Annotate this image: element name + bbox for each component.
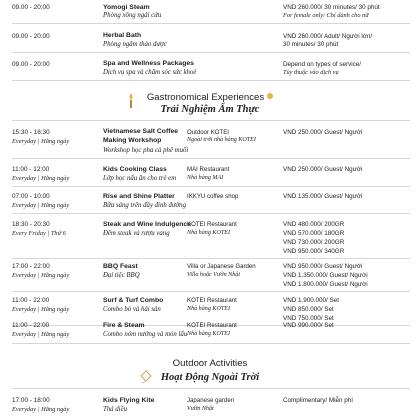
row-price: VND 990.000/ Set bbox=[283, 322, 334, 329]
section-title-outdoor: Outdoor Activities bbox=[172, 358, 248, 369]
row-location-vi: Nhà hàng MAI bbox=[187, 175, 224, 181]
row-price: Complimentary/ Miễn phí bbox=[283, 397, 353, 404]
row-day: Everyday | Hằng ngày bbox=[12, 202, 70, 209]
row-price: VND 260.000/ 30 minutes/ 30 phút bbox=[283, 4, 380, 11]
row-location-vi: Villa hoặc Vườn Nhật bbox=[187, 272, 241, 278]
row-price: VND 1.800.000/ Guest/ Người bbox=[283, 281, 368, 288]
section-title-gastronomy bbox=[0, 92, 420, 103]
row-time: 17:00 - 18:00 bbox=[12, 397, 50, 404]
row-divider bbox=[12, 158, 410, 159]
row-price: VND 950.000/ Guest/ Người bbox=[283, 263, 363, 270]
row-activity-name: Herbal Bath bbox=[103, 32, 142, 39]
row-day: Everyday | Hằng ngày bbox=[12, 306, 70, 313]
row-divider bbox=[12, 23, 410, 24]
row-activity-name: Making Workshop bbox=[103, 137, 162, 144]
row-time: 18:30 - 20:30 bbox=[12, 221, 50, 228]
row-divider bbox=[12, 258, 410, 259]
row-location: Villa or Japanese Garden bbox=[187, 263, 256, 270]
section-title-text: Gastronomical Experiences bbox=[146, 92, 265, 103]
row-time: 17:00 - 22:00 bbox=[12, 263, 50, 270]
gold-dot-icon bbox=[267, 93, 273, 99]
row-activity-name-vi: Đêm steak và rượu vang bbox=[103, 230, 170, 237]
row-price: VND 1.350.000/ Guest/ Người bbox=[283, 272, 368, 279]
row-activity-name: BBQ Feast bbox=[103, 263, 138, 270]
row-day: Everyday | Hằng ngày bbox=[12, 175, 70, 182]
row-activity-name: Spa and Wellness Packages bbox=[103, 60, 194, 67]
row-time: 09.00 - 20:00 bbox=[12, 33, 50, 40]
row-activity-name-vi: Thả diều bbox=[103, 406, 127, 413]
row-time: 07:00 - 10:00 bbox=[12, 193, 50, 200]
row-price: VND 850.000/ Set bbox=[283, 306, 334, 313]
row-location-vi: Ngoài trời nhà hàng KOTEI bbox=[187, 137, 256, 143]
section-divider bbox=[12, 343, 410, 344]
row-location: IKKYU coffee shop bbox=[187, 193, 239, 200]
section-divider bbox=[12, 388, 410, 389]
row-location-vi: Nhà hàng KOTEI bbox=[187, 306, 230, 312]
row-divider bbox=[12, 52, 410, 53]
row-location: KOTEI Restaurant bbox=[187, 297, 237, 304]
row-activity-name-vi: Combo bò và hải sản bbox=[103, 306, 161, 313]
row-price: Depend on types of service/ bbox=[283, 61, 362, 68]
row-divider bbox=[12, 291, 410, 292]
row-time: 11:00 - 22:00 bbox=[12, 322, 50, 329]
row-price: VND 250.000/ Guest/ Người bbox=[283, 166, 363, 173]
row-activity-name-vi: Workshop học pha cà phê muối bbox=[103, 147, 189, 154]
row-activity-name: Surf & Turf Combo bbox=[103, 297, 164, 304]
row-price: 30 minutes/ 30 phút bbox=[283, 41, 339, 48]
row-price: VND 1.900.000/ Set bbox=[283, 297, 340, 304]
row-location: Japanese garden bbox=[187, 397, 235, 404]
row-price: VND 480.000/ 200GR bbox=[283, 221, 345, 228]
row-day: Every Friday | Thứ 6 bbox=[12, 230, 66, 237]
row-location-vi: Nhà hàng KOTEI bbox=[187, 230, 230, 236]
section-subtitle-gastronomy: Trải Nghiệm Ẩm Thực bbox=[160, 104, 260, 115]
row-location-vi: Nhà hàng KOTEI bbox=[187, 331, 230, 337]
row-day: Everyday | Hằng ngày bbox=[12, 138, 70, 145]
section-divider bbox=[12, 120, 410, 121]
row-divider bbox=[12, 186, 410, 187]
row-activity-name: Yomogi Steam bbox=[103, 4, 150, 11]
row-price: VND 570.000/ 180GR bbox=[283, 230, 345, 237]
row-time: 15:30 - 16:30 bbox=[12, 129, 50, 136]
row-activity-name-vi: Phòng ngâm thảo dược bbox=[103, 41, 167, 48]
row-activity-name-vi: Combo nóm nướng và món lẩu bbox=[103, 331, 188, 338]
row-location: Outdoor KOTEI bbox=[187, 129, 229, 136]
row-price: VND 250.000/ Guest/ Người bbox=[283, 129, 363, 136]
section-subtitle-outdoor: Hoạt Động Ngoài Trời bbox=[160, 372, 260, 383]
row-activity-name-vi: Lớp học nấu ăn cho trẻ em bbox=[103, 175, 177, 182]
row-price: VND 260.000/ Adult/ Người lớn/ bbox=[283, 33, 373, 40]
row-activity-name-vi: Đại tiệc BBQ bbox=[103, 272, 140, 279]
row-time: 09.00 - 20:00 bbox=[12, 4, 50, 11]
row-time: 11:00 - 12:00 bbox=[12, 166, 50, 173]
row-activity-name: Vietnamese Salt Coffee bbox=[103, 128, 179, 135]
row-location: KOTEI Restaurant bbox=[187, 221, 237, 228]
row-price: Tùy thuộc vào dịch vụ bbox=[283, 69, 339, 76]
row-location: MAI Restaurant bbox=[187, 166, 230, 173]
row-day: Everyday | Hằng ngày bbox=[12, 272, 70, 279]
row-location: KOTEI Restaurant bbox=[187, 322, 237, 329]
row-activity-name: Kids Cooking Class bbox=[103, 166, 167, 173]
row-price: VND 730.000/ 200GR bbox=[283, 239, 345, 246]
row-price: VND 135.000/ Guest/ Người bbox=[283, 193, 363, 200]
row-price: VND 950.000/ 340GR bbox=[283, 248, 345, 255]
row-activity-name: Rise and Shine Platter bbox=[103, 193, 175, 200]
row-divider bbox=[12, 213, 410, 214]
row-time: 11:00 - 22:00 bbox=[12, 297, 50, 304]
row-activity-name: Fire & Steam bbox=[103, 322, 145, 329]
row-price: VND 750.000/ Set bbox=[283, 315, 334, 322]
row-location-vi: Vườn Nhật bbox=[187, 406, 214, 412]
row-activity-name: Steak and Wine Indulgence bbox=[103, 221, 191, 228]
row-price-note: For female only/ Chỉ dành cho nữ bbox=[283, 12, 369, 19]
row-activity-name-vi: Dịch vụ spa và chăm sóc sức khoẻ bbox=[103, 69, 197, 76]
row-day: Everyday | Hằng ngày bbox=[12, 331, 70, 338]
section-divider bbox=[12, 80, 410, 81]
row-time: 09.00 - 20:00 bbox=[12, 61, 50, 68]
row-activity-name: Kids Flying Kite bbox=[103, 397, 155, 404]
row-activity-name-vi: Phòng xông ngải cứu bbox=[103, 12, 162, 19]
row-day: Everyday | Hằng ngày bbox=[12, 406, 70, 413]
row-activity-name-vi: Bữa sáng trên đầy đỉnh đường bbox=[103, 202, 186, 209]
